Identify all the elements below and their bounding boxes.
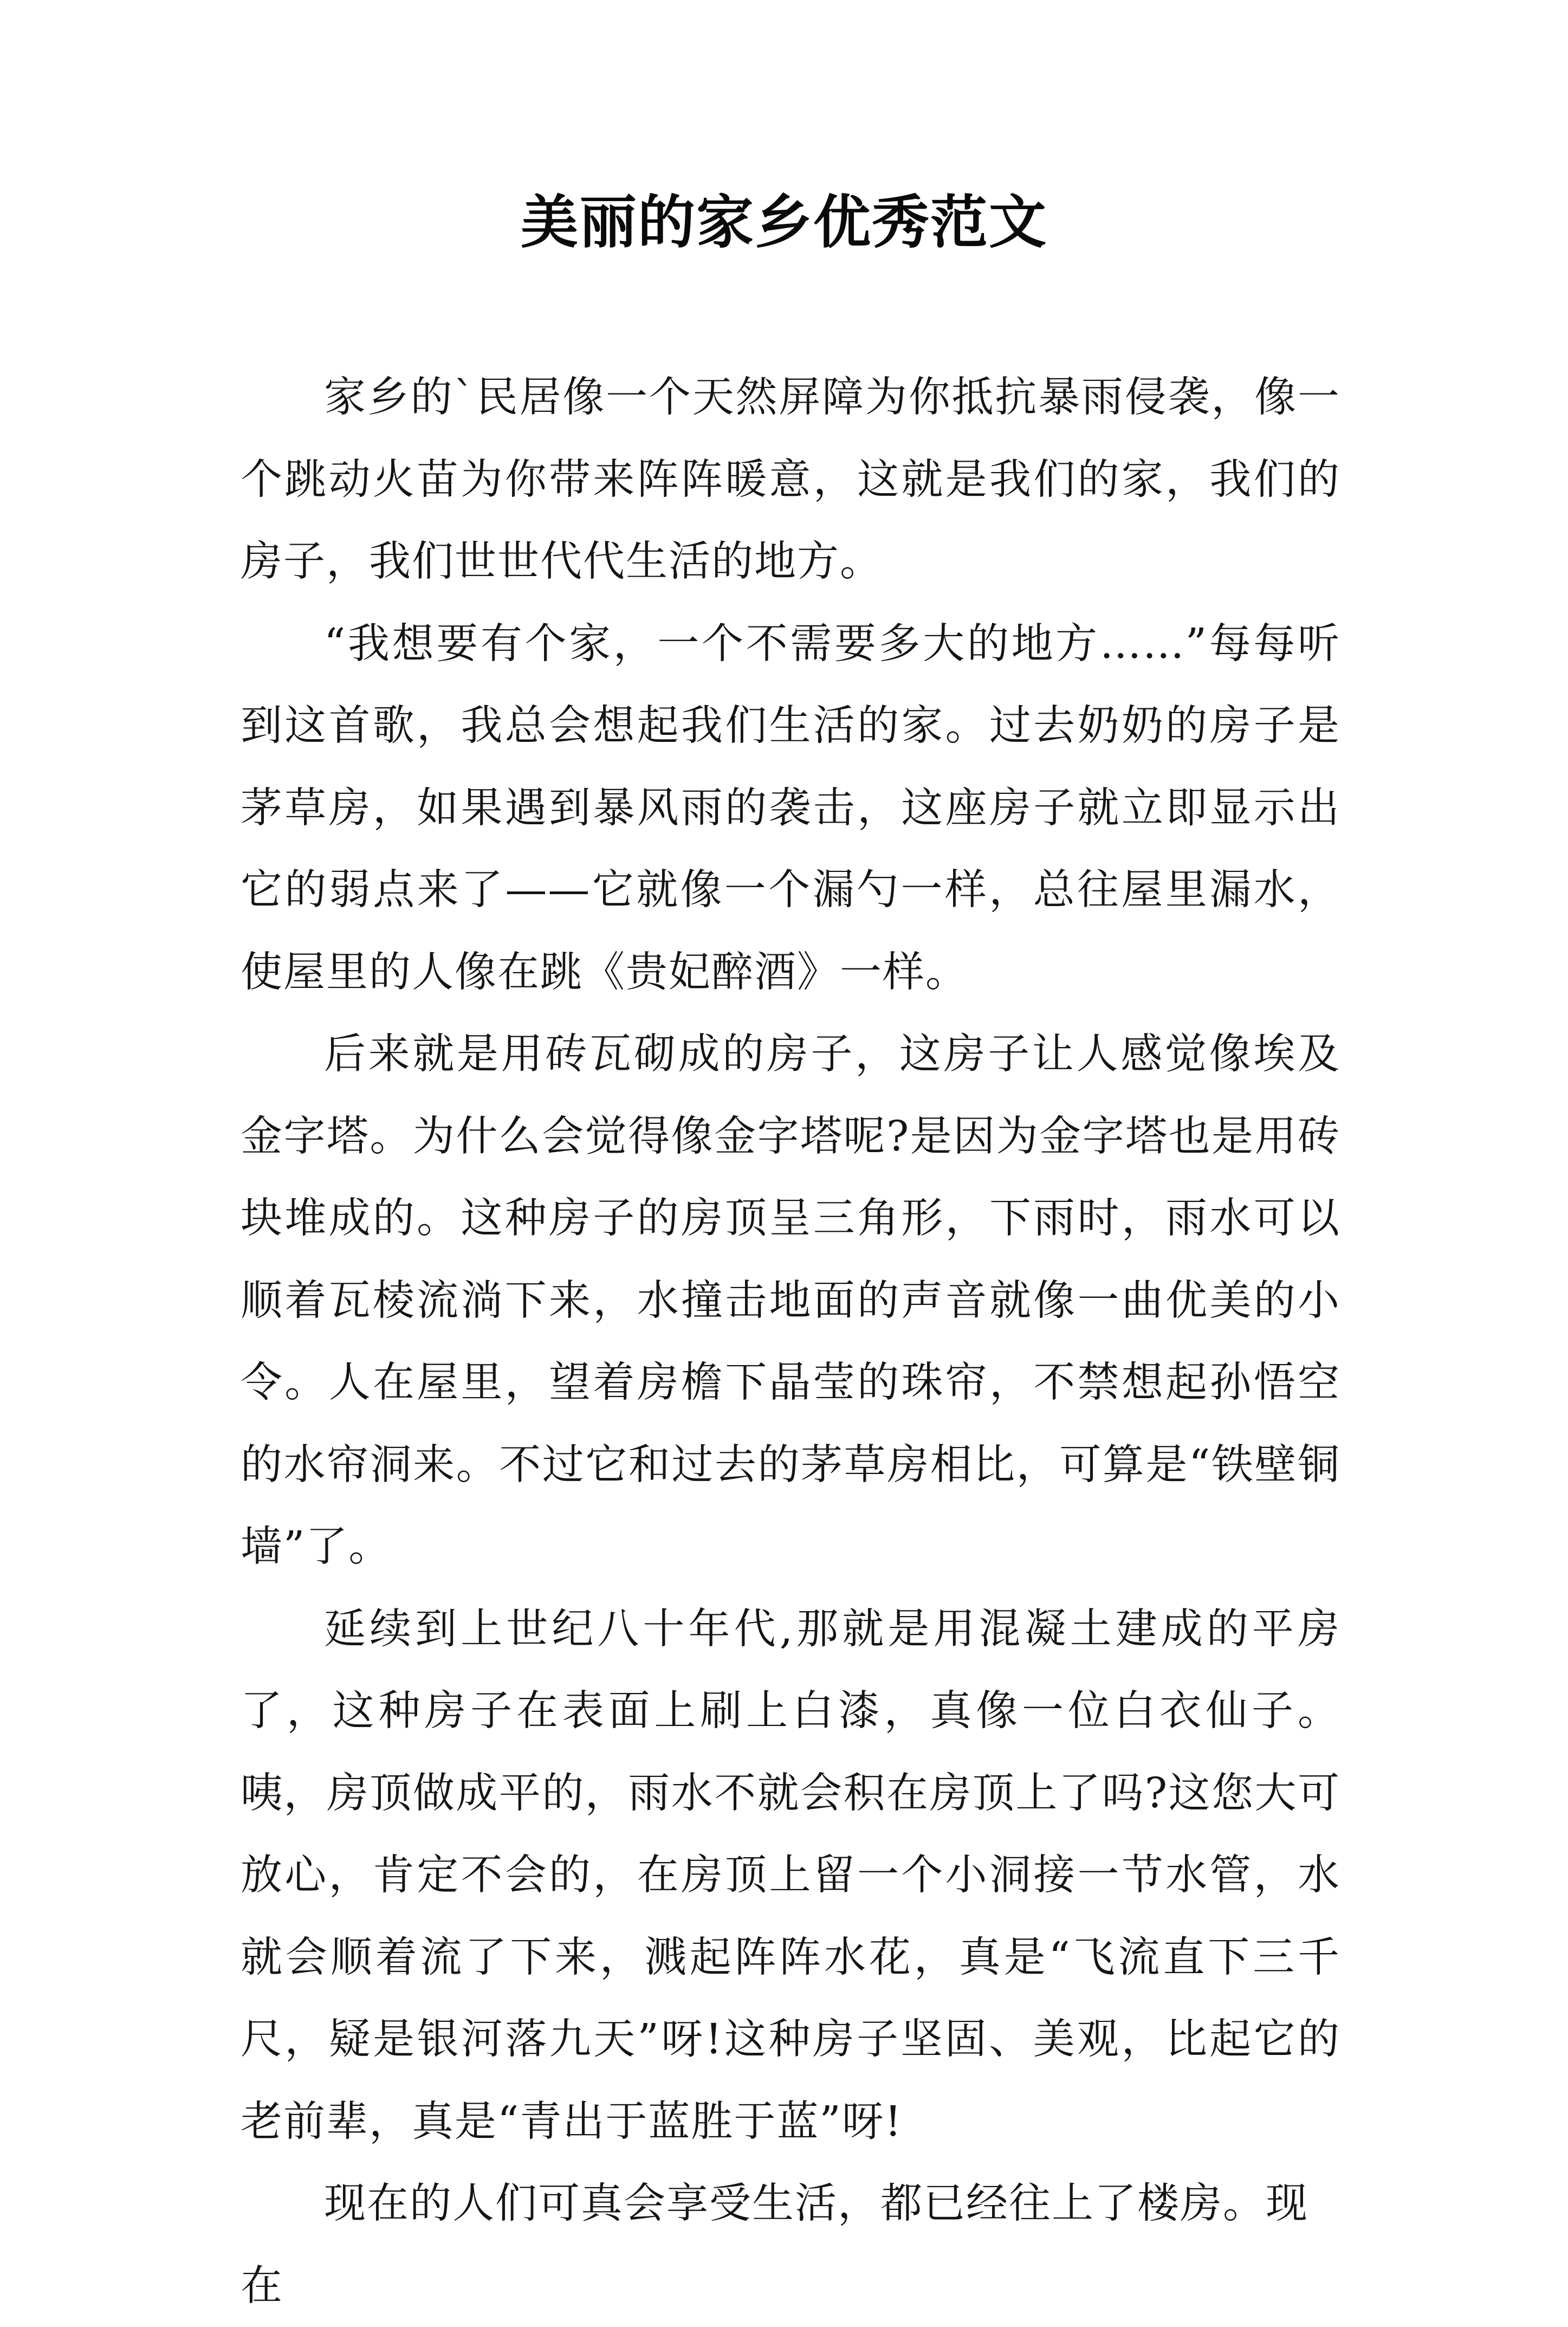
paragraph: “我想要有个家，一个不需要多大的地方……”每每听到这首歌，我总会想起我们生活的家。过去奶奶的房子是茅草房，如果遇到暴风雨的袭击，这座房子就立即显示出它的弱点来了——它就像一个漏勺一样，总往屋里漏水，使屋里的人像在跳《贵妃醉酒》一样。 [241,619,1340,997]
paragraph: 现在的人们可真会享受生活，都已经往上了楼房。现在 [241,2180,1308,2310]
document-body [241,357,1340,2327]
paragraph: 延续到上世纪八十年代,那就是用混凝土建成的平房了，这种房子在表面上刷上白漆，真像一位白衣仙子。咦，房顶做成平的，雨水不就会积在房顶上了吗?这您大可放心，肯定不会的，在房顶上留一个小洞接一节水管，水就会顺着流了下来，溅起阵阵水花，真是“飞流直下三千尺，疑是银河落九天”呀!这种房子坚固、美观，比起它的老前辈，真是“青出于蓝胜于蓝”呀! [241,1605,1340,2146]
document-title: 美丽的家乡优秀范文 [521,188,1047,256]
paragraph: 家乡的`民居像一个天然屏障为你抵抗暴雨侵袭，像一个跳动火苗为你带来阵阵暖意，这就是我们的家，我们的房子，我们世世代代生活的地方。 [241,373,1340,586]
paragraph: 后来就是用砖瓦砌成的房子，这房子让人感觉像埃及金字塔。为什么会觉得像金字塔呢?是因为金字塔也是用砖块堆成的。这种房子的房顶呈三角形，下雨时，雨水可以顺着瓦棱流淌下来，水撞击地面的声音就像一曲优美的小令。人在屋里，望着房檐下晶莹的珠帘，不禁想起孙悟空的水帘洞来。不过它和过去的茅草房相比，可算是“铁壁铜墙”了。 [241,1030,1340,1571]
